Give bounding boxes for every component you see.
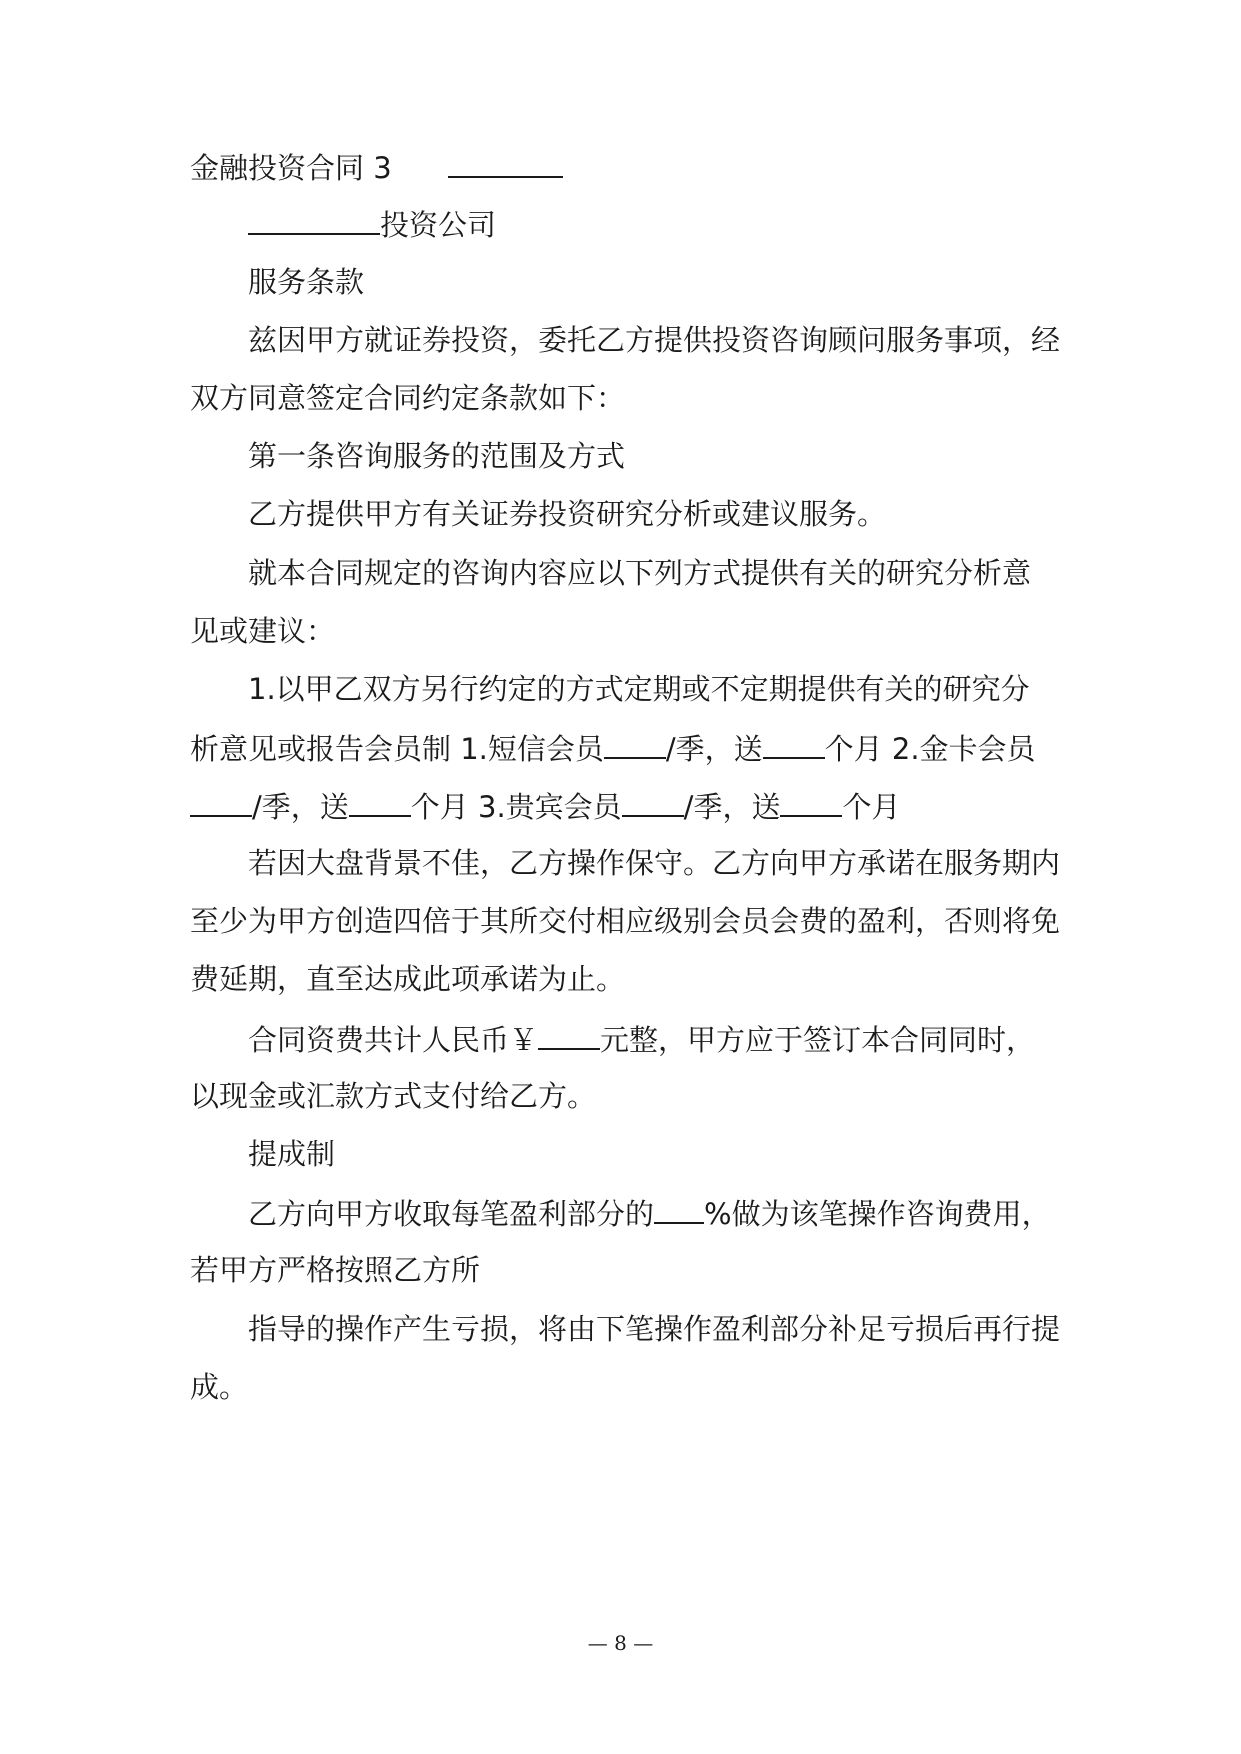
commission-percent-blank	[654, 1192, 704, 1224]
method-paragraph-line-1: 就本合同规定的咨询内容应以下列方式提供有关的研究分析意	[248, 556, 1032, 590]
per-quarter-gift-label: /季，送	[683, 790, 781, 824]
company-suffix: 投资公司	[380, 208, 497, 242]
item-1-line-2	[190, 727, 1060, 767]
promise-paragraph-line-2: 至少为甲方创造四倍于其所交付相应级别会员会费的盈利，否则将免	[190, 904, 1061, 938]
method-paragraph-line-2: 见或建议：	[190, 614, 336, 648]
promise-paragraph-line-1: 若因大盘背景不佳，乙方操作保守。乙方向甲方承诺在服务期内	[248, 846, 1061, 880]
sms-member-months-blank	[763, 727, 825, 759]
sms-member-label: 析意见或报告会员制 1.短信会员	[190, 732, 604, 766]
commission-heading: 提成制	[248, 1137, 336, 1171]
commission-text: %做为该笔操作咨询费用，	[704, 1197, 1051, 1231]
commission-paragraph-line-1	[248, 1192, 1060, 1232]
vip-member-fee-blank	[622, 785, 684, 817]
vip-member-months-blank	[780, 785, 842, 817]
fee-text: 元整，甲方应于签订本合同同时，	[600, 1023, 1036, 1057]
article-1-heading: 第一条咨询服务的范围及方式	[248, 439, 626, 473]
gold-member-label: 个月 2.金卡会员	[824, 732, 1036, 766]
per-quarter-gift-label: /季，送	[252, 790, 349, 824]
commission-label: 乙方向甲方收取每笔盈利部分的	[248, 1197, 655, 1231]
document-title-line	[190, 146, 1060, 186]
gold-member-months-blank	[349, 785, 411, 817]
fee-paragraph-line-1	[248, 1018, 1060, 1058]
document-title: 金融投资合同 3	[190, 151, 392, 185]
promise-paragraph-line-3: 费延期，直至达成此项承诺为止。	[190, 962, 626, 996]
commission-paragraph-line-2: 若甲方严格按照乙方所	[190, 1253, 481, 1287]
vip-member-label: 个月 3.贵宾会员	[410, 790, 622, 824]
loss-paragraph-line-2: 成。	[190, 1370, 249, 1404]
loss-paragraph-line-1: 指导的操作产生亏损，将由下笔操作盈利部分补足亏损后再行提	[248, 1312, 1061, 1346]
gold-member-fee-blank	[190, 785, 252, 817]
service-terms-heading: 服务条款	[248, 265, 365, 299]
per-quarter-gift-label: /季，送	[665, 732, 763, 766]
company-name-blank	[248, 203, 380, 235]
company-line	[248, 203, 1060, 243]
sms-member-fee-blank	[604, 727, 666, 759]
intro-paragraph-line-1: 兹因甲方就证券投资，委托乙方提供投资咨询顾问服务事项，经	[248, 323, 1061, 357]
months-label: 个月	[842, 790, 901, 824]
fee-amount-blank	[538, 1018, 600, 1050]
page-number: — 8 —	[587, 1631, 654, 1655]
item-1-line-3	[190, 785, 1060, 825]
scope-paragraph: 乙方提供甲方有关证券投资研究分析或建议服务。	[248, 497, 887, 531]
fee-paragraph-line-2: 以现金或汇款方式支付给乙方。	[190, 1079, 597, 1113]
intro-paragraph-line-2: 双方同意签定合同约定条款如下：	[190, 381, 626, 415]
party-blank	[448, 146, 563, 178]
fee-label: 合同资费共计人民币￥	[248, 1023, 539, 1057]
item-1-line-1: 1.以甲乙双方另行约定的方式定期或不定期提供有关的研究分	[248, 672, 1030, 706]
